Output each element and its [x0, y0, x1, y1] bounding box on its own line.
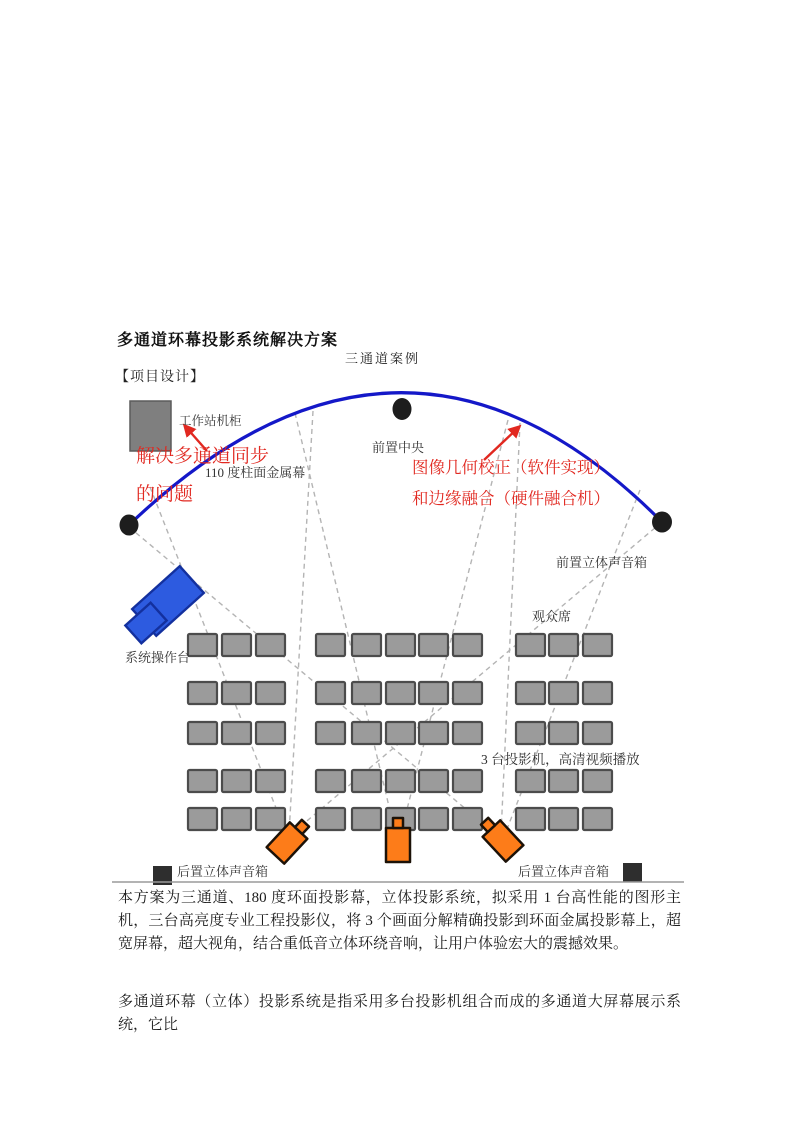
- audience-seat: [549, 634, 578, 656]
- operator-console: [125, 566, 203, 643]
- audience-seat: [316, 682, 345, 704]
- audience-seat: [256, 770, 285, 792]
- section-heading: 【项目设计】: [115, 370, 205, 385]
- audience-seat-grid: [188, 634, 612, 830]
- audience-seat: [222, 682, 251, 704]
- audience-seat: [386, 770, 415, 792]
- audience-seat: [453, 770, 482, 792]
- front-speaker-label: 前置立体声音箱: [556, 555, 648, 570]
- audience-seat: [549, 770, 578, 792]
- audience-seat: [256, 634, 285, 656]
- audience-seat: [583, 722, 612, 744]
- audience-seat: [386, 722, 415, 744]
- console-label: 系统操作台: [125, 650, 191, 665]
- audience-seat: [188, 808, 217, 830]
- audience-seat: [352, 634, 381, 656]
- audience-seat: [419, 682, 448, 704]
- sync-note-line2: 的问题: [136, 483, 194, 505]
- audience-seat: [386, 682, 415, 704]
- audience-seat: [188, 682, 217, 704]
- audience-seat: [516, 722, 545, 744]
- audience-seat: [516, 634, 545, 656]
- audience-seat: [549, 808, 578, 830]
- audience-seat: [419, 808, 448, 830]
- audience-seat: [222, 808, 251, 830]
- audience-seat: [549, 682, 578, 704]
- figure-caption: 三通道案例: [345, 351, 421, 366]
- audience-seat: [583, 770, 612, 792]
- screen-label: 110 度柱面金属幕: [205, 465, 306, 480]
- audience-seat: [352, 682, 381, 704]
- audience-seat: [352, 770, 381, 792]
- audience-seat: [316, 722, 345, 744]
- audience-seat: [188, 634, 217, 656]
- rear-speaker-left-label: 后置立体声音箱: [177, 864, 269, 879]
- audience-seat: [516, 808, 545, 830]
- audience-seat: [453, 682, 482, 704]
- page-title: 多通道环幕投影系统解决方案: [117, 330, 339, 349]
- projectors-label: 3 台投影机，高清视频播放: [481, 752, 640, 767]
- audience-seat: [352, 722, 381, 744]
- workstation-label: 工作站机柜: [179, 414, 242, 428]
- audience-seat: [516, 770, 545, 792]
- audience-seat: [188, 770, 217, 792]
- audience-seat: [256, 682, 285, 704]
- audience-seat: [316, 808, 345, 830]
- calib-note-line2: 和边缘融合（硬件融合机）: [412, 489, 610, 508]
- audience-seat: [549, 722, 578, 744]
- audience-seat: [453, 634, 482, 656]
- audience-seat: [583, 634, 612, 656]
- audience-seat: [419, 722, 448, 744]
- audience-seat: [256, 722, 285, 744]
- audience-seat: [583, 682, 612, 704]
- audience-seat: [419, 770, 448, 792]
- front-center-label: 前置中央: [372, 440, 425, 455]
- body-paragraph-1: 本方案为三通道、180 度环面投影幕，立体投影系统，拟采用 1 台高性能的图形主机，三台高亮度专业工程投影仪，将 3 个画面分解精确投影到环面金属投影幕上，超宽屏幕，超大视角，结合重低音立体环绕音响，让用户体验宏大的震撼效果。: [118, 890, 681, 953]
- audience-seat: [352, 808, 381, 830]
- audience-seat: [583, 808, 612, 830]
- calib-note-line1: 图像几何校正（软件实现）: [412, 458, 610, 477]
- audience-seat: [222, 722, 251, 744]
- body-paragraph-2: 多通道环幕（立体）投影系统是指采用多台投影机组合而成的多通道大屏幕展示系统，它比: [118, 994, 681, 1034]
- audience-seat: [188, 722, 217, 744]
- audience-seat: [386, 634, 415, 656]
- audience-seat: [316, 634, 345, 656]
- rear-speaker-right-box: [623, 863, 642, 882]
- sync-note-line1: 解决多通道同步: [136, 445, 270, 467]
- front-speaker-center-dot: [393, 398, 412, 420]
- front-speaker-left-dot: [120, 515, 139, 536]
- audience-seat: [516, 682, 545, 704]
- audience-seat: [419, 634, 448, 656]
- audience-label: 观众席: [532, 609, 572, 624]
- audience-seat: [453, 722, 482, 744]
- front-speaker-right-dot: [652, 512, 672, 533]
- audience-seat: [222, 770, 251, 792]
- rear-speaker-right-label: 后置立体声音箱: [518, 864, 610, 879]
- audience-seat: [256, 808, 285, 830]
- audience-seat: [453, 808, 482, 830]
- audience-seat: [222, 634, 251, 656]
- audience-seat: [316, 770, 345, 792]
